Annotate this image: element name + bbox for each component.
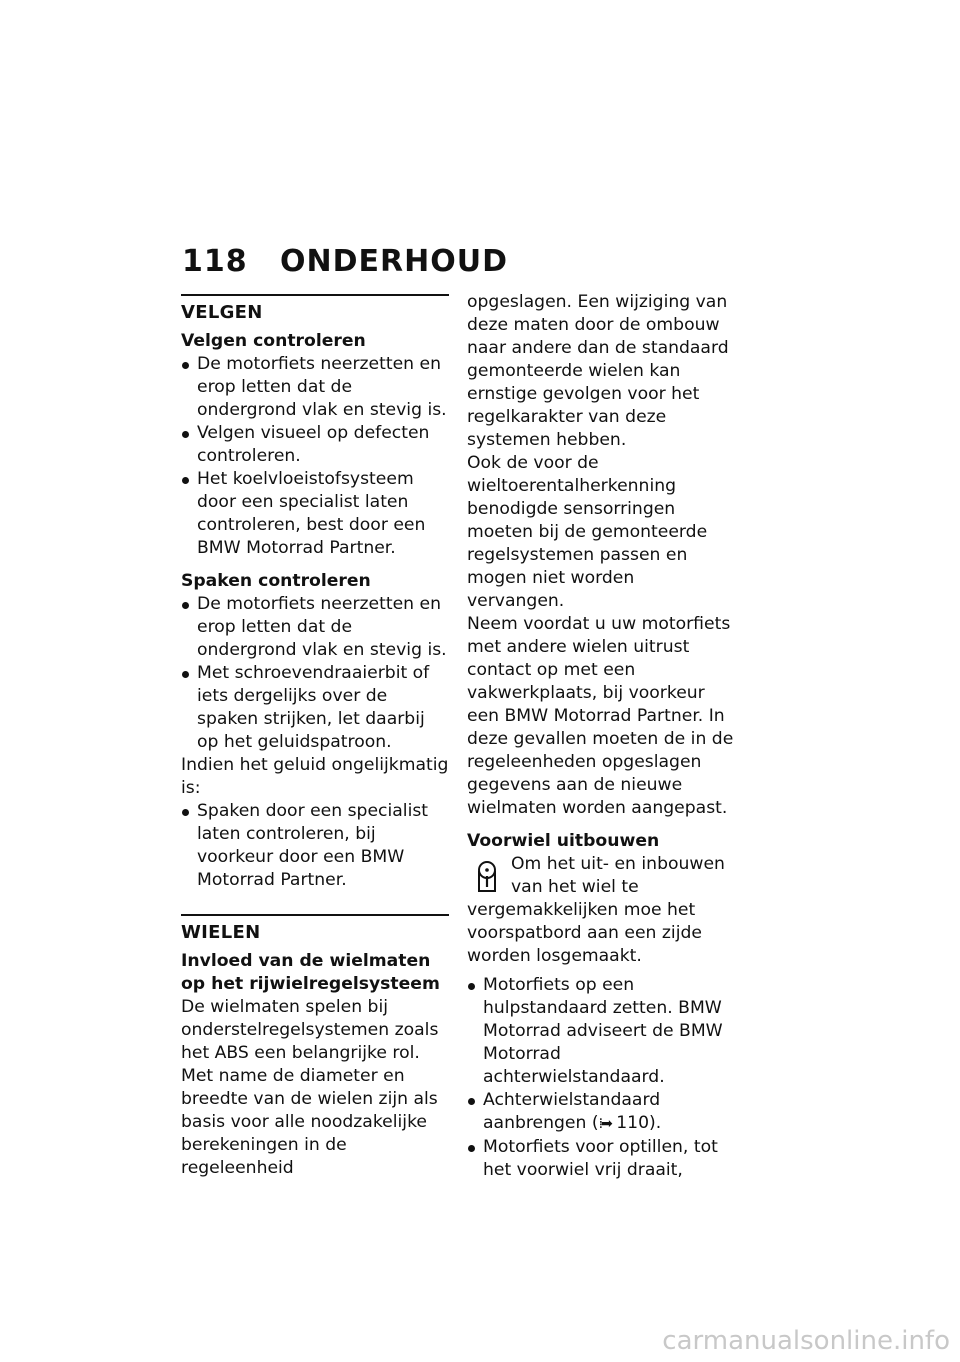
check-spokes-list (181, 593, 449, 754)
list-item: Spaken door een specialist laten controleren, bij voorkeur door een BMW Motorrad Partner. (181, 800, 449, 892)
list-item: Met schroevendraaierbit of iets dergelijks over de spaken strijken, let daarbij op het geluidspatroon. (181, 662, 449, 754)
section-rule (181, 914, 449, 916)
left-column (181, 292, 449, 1180)
section-title-wielen: WIELEN (181, 922, 261, 943)
section-title-velgen: VELGEN (181, 302, 263, 323)
list-item-text-end: ). (649, 1113, 662, 1133)
irregular-sound-text: Indien het geluid ongelijkmatig is: (181, 755, 449, 798)
check-rims-list (181, 353, 449, 560)
page-number: 118 (182, 244, 248, 279)
list-item: Motorfiets op een hulpstandaard zetten. BMW Motorrad adviseert de BMW Motorrad achterwielstandaard. (467, 974, 735, 1089)
subsection-title-check-rims: Velgen controleren (181, 331, 366, 351)
list-item-with-page-ref (467, 1089, 735, 1136)
remove-front-wheel-list (467, 974, 735, 1182)
body-paragraph: Neem voordat u uw motorfiets met andere wielen uitrust contact op met een vakwerkplaats, bij voorkeur een BMW Motorrad Partner. In deze gevallen moeten de in de regeleenheden opgeslagen gegevens aan de nieuwe wielmaten worden aangepast. (467, 614, 734, 818)
page-reference-arrow-icon: ⁞➡ (598, 1116, 611, 1132)
subsection-title-check-spokes: Spaken controleren (181, 571, 371, 591)
list-item: Motorfiets voor optillen, tot het voorwiel vrij draait, (467, 1136, 735, 1182)
watermark: carmanualsonline.info (662, 1326, 950, 1356)
list-item-text: Achterwielstandaard aanbrengen ( (483, 1090, 661, 1133)
irregular-sound-list (181, 800, 449, 892)
page-reference-number[interactable]: 110 (616, 1113, 650, 1133)
list-item: De motorfiets neerzetten en erop letten dat de ondergrond vlak en stevig is. (181, 593, 449, 662)
info-note-text: Om het uit- en inbouwen van het wiel te vergemakkelijken moe het voorspatbord aan een zijde worden losgemaakt. (467, 854, 725, 966)
body-paragraph: Ook de voor de wieltoerentalherkenning benodigde sensorringen moeten bij de gemonteerde regelsystemen passen en mogen niet worden vervangen. (467, 453, 708, 611)
list-item: Velgen visueel op defecten controleren. (181, 422, 449, 468)
body-paragraph: opgeslagen. Een wijziging van deze maten door de ombouw naar andere dan de standaard gemonteerde wielen kan ernstige gevolgen voor het regelkarakter van deze systemen hebben. (467, 292, 729, 450)
wheel-size-influence-text: De wielmaten spelen bij onderstelregelsystemen zoals het ABS een belangrijke rol. Met name de diameter en breedte van de wielen zijn als basis voor alle noodzakelijke berekeningen in de regeleenheid (181, 997, 439, 1178)
list-item: De motorfiets neerzetten en erop letten dat de ondergrond vlak en stevig is. (181, 353, 449, 422)
section-rule (181, 294, 449, 296)
list-item: Het koelvloeistofsysteem door een specialist laten controleren, best door een BMW Motorrad Partner. (181, 468, 449, 560)
chapter-title: ONDERHOUD (280, 244, 508, 279)
subsection-title-remove-front-wheel: Voorwiel uitbouwen (467, 831, 660, 851)
page-title (182, 244, 508, 279)
right-column (467, 291, 735, 1182)
info-icon (467, 857, 507, 897)
info-note (467, 853, 735, 968)
subsection-title-wheel-size-influence: Invloed van de wielmaten op het rijwielregelsysteem (181, 951, 440, 994)
